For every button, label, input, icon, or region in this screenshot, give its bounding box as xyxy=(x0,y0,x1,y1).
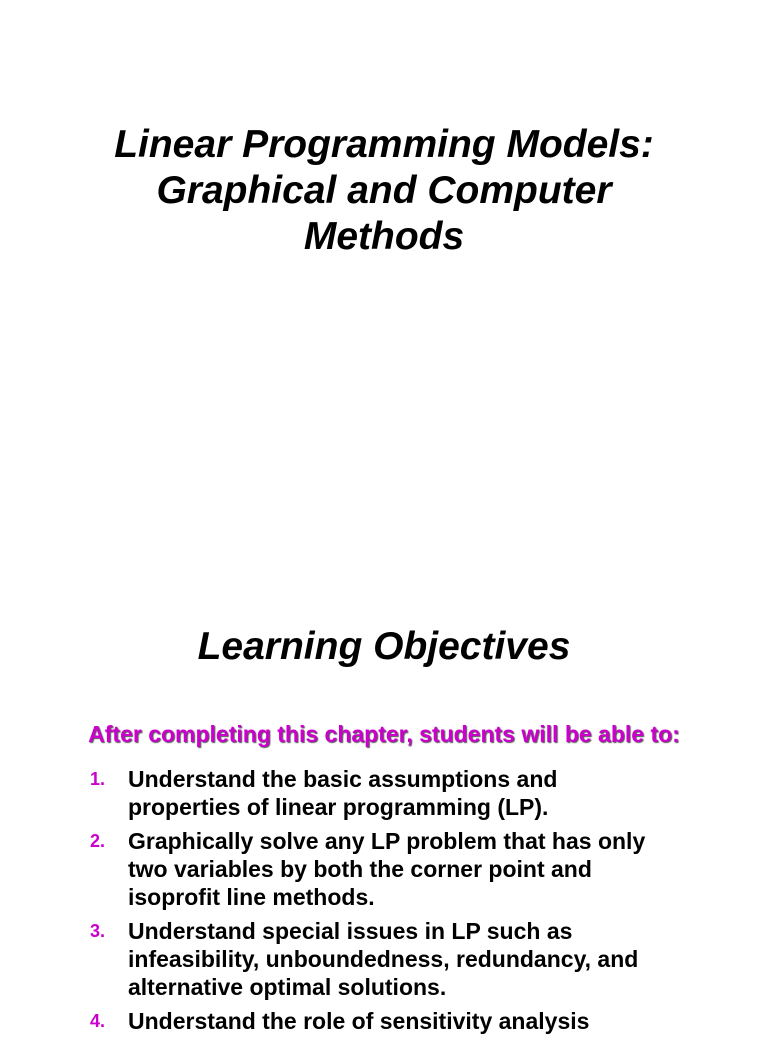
objective-text: Understand the role of sensitivity analysis xyxy=(128,1008,590,1034)
slide-title-line-1: Linear Programming Models: xyxy=(114,123,654,166)
slide-title-line-3: Methods xyxy=(303,215,465,258)
objective-number: 2. xyxy=(90,831,106,851)
objective-number: 1. xyxy=(90,769,106,789)
objective-item xyxy=(0,765,768,821)
objective-item xyxy=(0,827,768,911)
objective-item xyxy=(0,917,768,1001)
objectives-intro: After completing this chapter, students will be able to: xyxy=(88,721,680,747)
slide-title xyxy=(40,122,728,260)
objective-text: Graphically solve any LP problem that has only two variables by both the corner point and isoprofit line methods. xyxy=(128,828,646,910)
objective-text: Understand the basic assumptions and properties of linear programming (LP). xyxy=(128,766,558,820)
title-slide xyxy=(0,0,768,512)
objectives-heading: Learning Objectives xyxy=(197,625,571,668)
objectives-slide xyxy=(0,512,768,1034)
objective-text: Understand special issues in LP such as infeasibility, unboundedness, redundancy, and alternative optimal solutions. xyxy=(128,918,639,1000)
objectives-list xyxy=(0,765,768,1041)
objective-item xyxy=(0,1007,768,1035)
slide-title-line-2: Graphical and Computer xyxy=(156,169,612,212)
objective-number: 4. xyxy=(90,1011,106,1031)
objective-number: 3. xyxy=(90,921,106,941)
